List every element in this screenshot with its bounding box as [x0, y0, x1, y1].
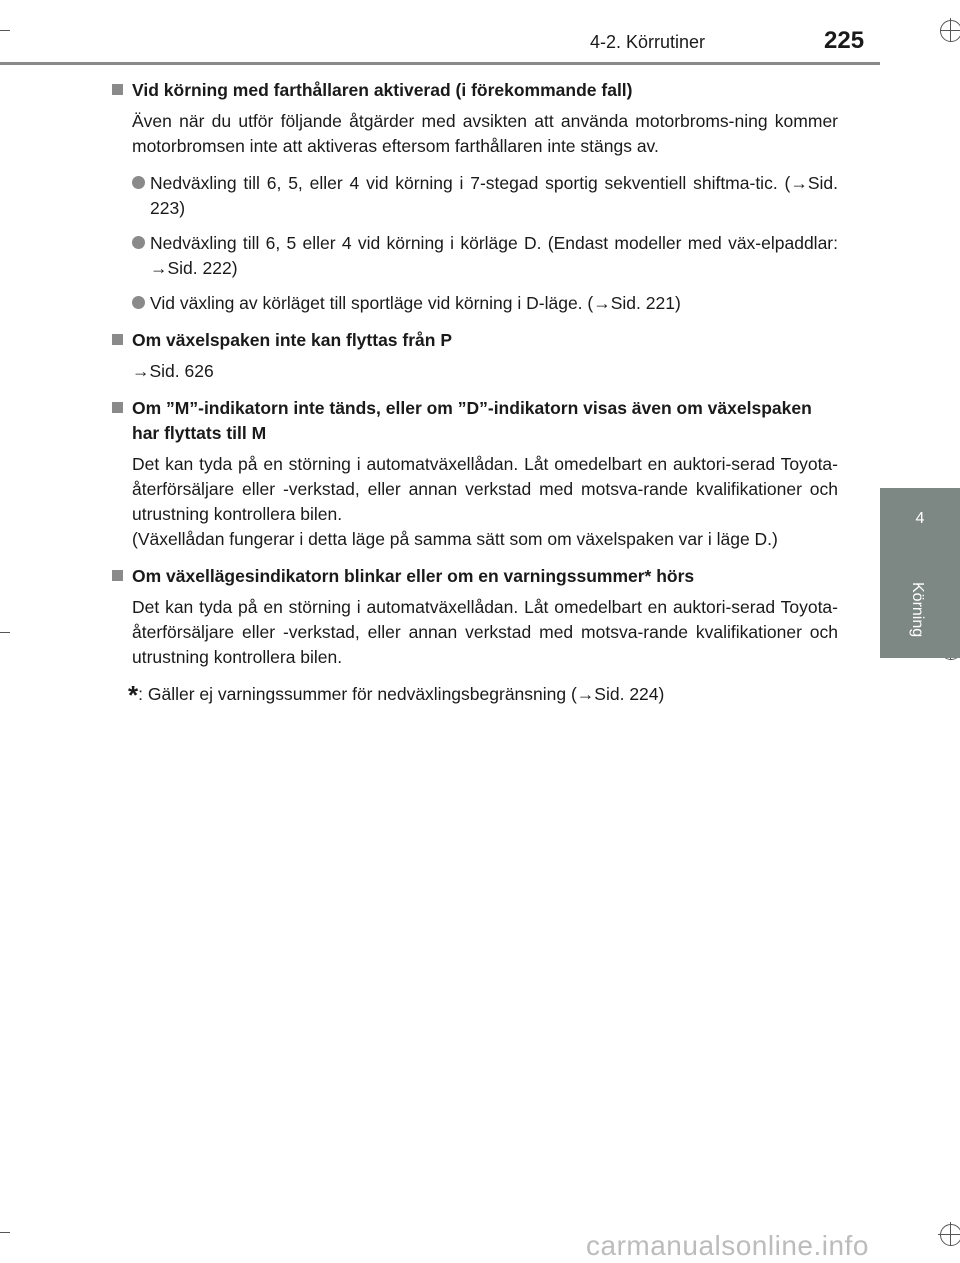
section-cruise-control [112, 78, 838, 316]
paragraph: Det kan tyda på en störning i automatväxellådan. Låt omedelbart en auktori-serad Toyota-återförsäljare eller -verkstad, eller annan verkstad med motsva-rande kvalifikationer och utrustning kontrollera bilen. [132, 597, 838, 667]
circle-bullet-icon [132, 176, 145, 189]
section-indicator-blinking [112, 564, 838, 670]
section-m-indicator [112, 396, 838, 552]
circle-bullet-icon [132, 296, 145, 309]
list-item: Nedväxling till 6, 5 eller 4 vid körning i körläge D. (Endast modeller med väx-elpaddlar: →Sid. 222) [132, 231, 838, 281]
square-bullet-icon [112, 334, 123, 345]
page-content [112, 78, 838, 708]
chapter-number: 4 [915, 510, 925, 527]
footnote [128, 682, 838, 708]
square-bullet-icon [112, 84, 123, 95]
chapter-tab [880, 488, 960, 658]
crop-mark [0, 30, 10, 31]
chapter-label: Körning [909, 582, 926, 638]
section-title: 4-2. Körrutiner [590, 32, 706, 52]
paragraph: Det kan tyda på en störning i automatväxellådan. Låt omedelbart en auktori-serad Toyota-återförsäljare eller -verkstad, eller annan verkstad med motsva-rande kvalifikationer och utrustning kontrollera bilen. [132, 454, 838, 524]
crop-mark-circle [940, 20, 960, 42]
square-bullet-icon [112, 402, 123, 413]
footnote-text: : Gäller ej varningssummer för nedväxlingsbegränsning (→Sid. 224) [138, 684, 665, 704]
section-heading: Vid körning med farthållaren aktiverad (i förekommande fall) [112, 78, 838, 103]
section-heading: Om växelspaken inte kan flyttas från P [112, 328, 838, 353]
paragraph: (Växellådan fungerar i detta läge på samma sätt som om växelspaken var i läge D.) [132, 529, 778, 549]
list-item: Nedväxling till 6, 5, eller 4 vid körning i 7-stegad sportig sekventiell shiftma-tic. (→Sid. 223) [132, 171, 838, 221]
paragraph: →Sid. 626 [132, 361, 214, 381]
watermark: carmanualsonline.info [586, 1230, 869, 1261]
footnote-mark: * [128, 680, 139, 710]
crop-mark-circle [940, 1224, 960, 1246]
crop-mark [0, 1232, 10, 1233]
section-shift-lever-p [112, 328, 838, 384]
section-heading: Om ”M”-indikatorn inte tänds, eller om ”D”-indikatorn visas även om växelspaken har flyttats till M [112, 396, 838, 446]
square-bullet-icon [112, 570, 123, 581]
paragraph: Även när du utför följande åtgärder med avsikten att använda motorbroms-ning kommer motorbromsen inte att aktiveras eftersom farthållaren inte stängs av. [132, 111, 838, 156]
crop-mark [0, 632, 10, 633]
page-number: 225 [824, 27, 865, 54]
section-heading: Om växellägesindikatorn blinkar eller om en varningssummer* hörs [112, 564, 838, 589]
circle-bullet-icon [132, 236, 145, 249]
list-item: Vid växling av körläget till sportläge vid körning i D-läge. (→Sid. 221) [132, 291, 838, 316]
header-rule [0, 62, 880, 65]
